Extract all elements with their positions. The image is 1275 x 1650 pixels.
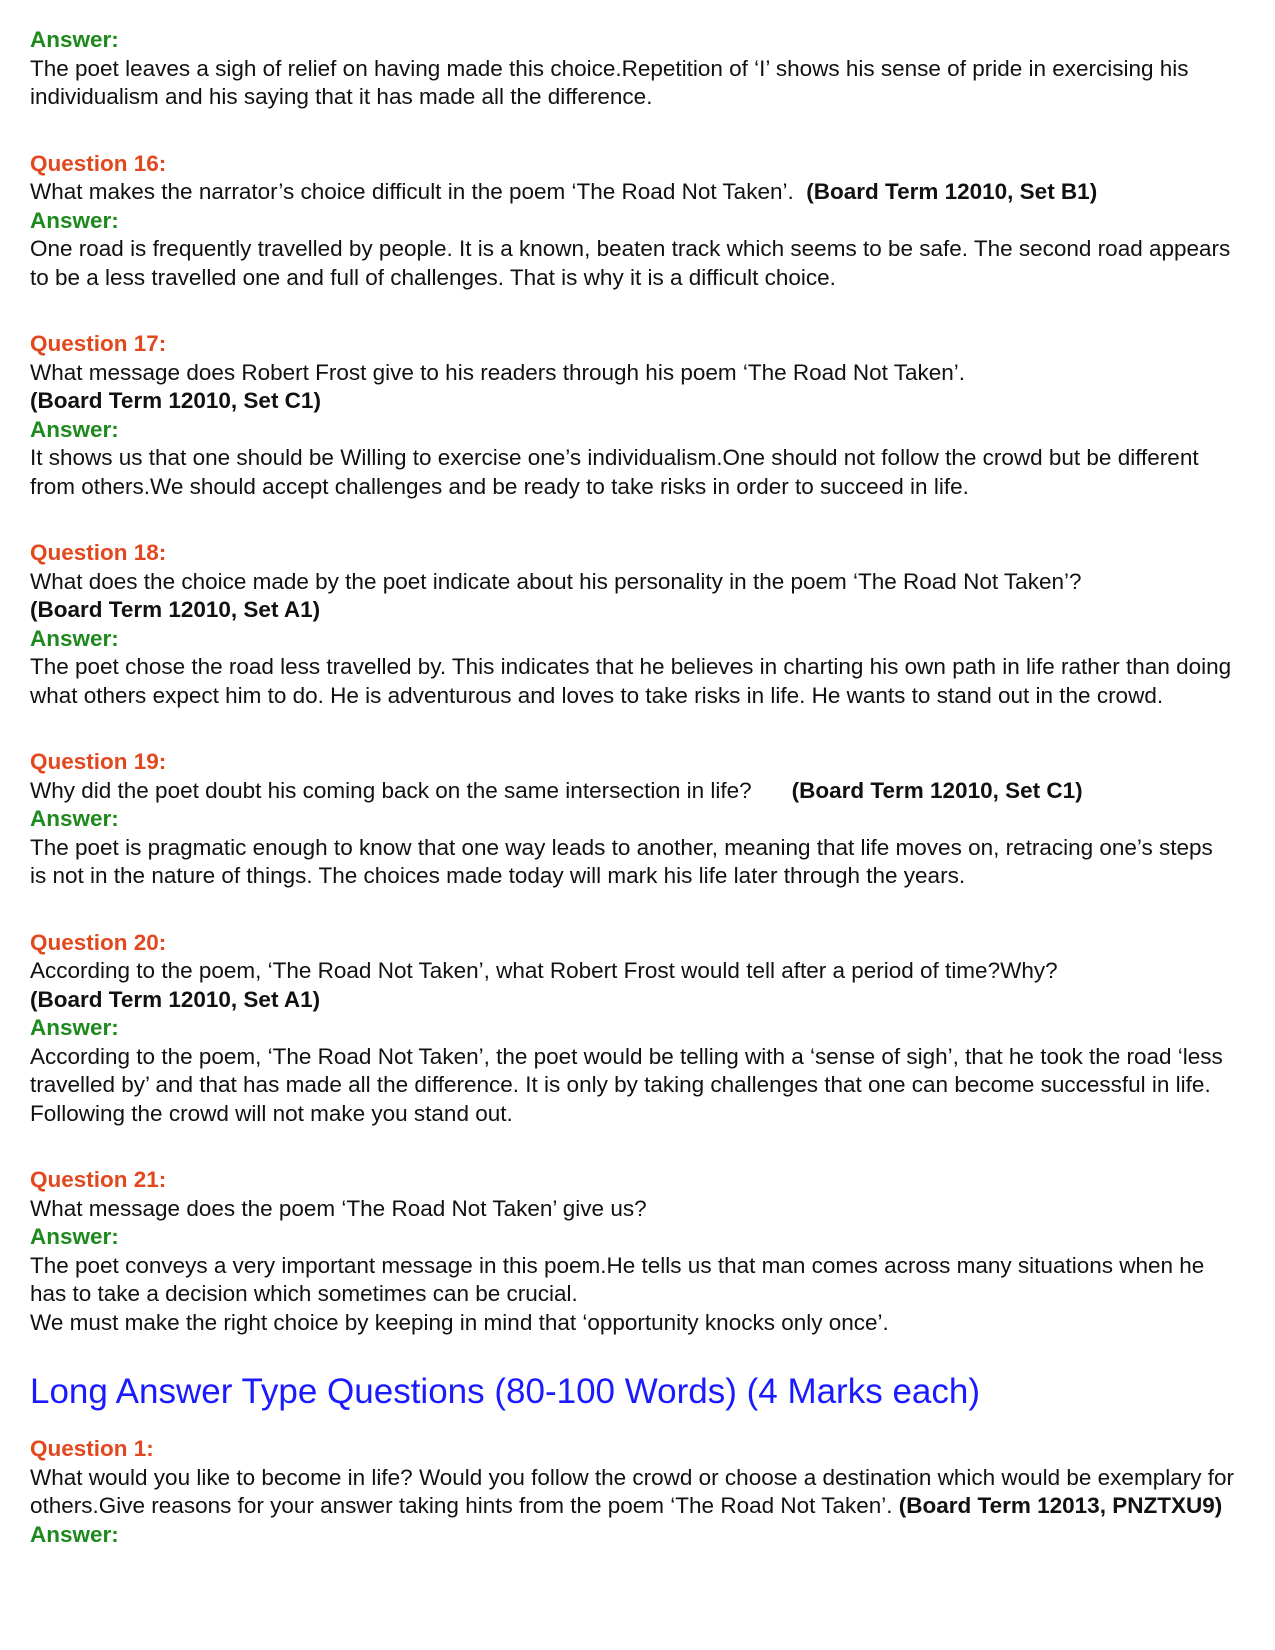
- answer-label: Answer:: [30, 1224, 119, 1249]
- answer-text: The poet conveys a very important message in this poem.He tells us that man comes across many situations when he has to take a decision which sometimes can be crucial.: [30, 1252, 1205, 1306]
- board-reference: (Board Term 12010, Set B1): [806, 179, 1098, 204]
- answer-text: The poet chose the road less travelled by. This indicates that he believes in charting his own path in life rather than doing what others expect him to do. He is adventurous and loves to take risks in life. He wants to stand out in the crowd.: [30, 654, 1232, 708]
- board-reference: (Board Term 12010, Set C1): [791, 777, 1083, 803]
- question-text: What message does the poem ‘The Road Not Taken’ give us?: [30, 1195, 647, 1221]
- answer-text-continued: We must make the right choice by keeping in mind that ‘opportunity knocks only once’.: [30, 1309, 889, 1335]
- answer-label: Answer:: [30, 416, 119, 442]
- question-block-17: [30, 330, 1235, 501]
- answer-text: According to the poem, ‘The Road Not Taken’, the poet would be telling with a ‘sense of sigh’, that he took the road ‘less travelled by’ and that has made all the difference. It is only by taking challenges that one can become successful in life. Following the crowd will not make you stand out.: [30, 1043, 1223, 1126]
- question-block-20: [30, 929, 1235, 1129]
- answer-label: Answer:: [30, 1015, 119, 1040]
- question-text: What does the choice made by the poet indicate about his personality in the poem ‘The Road Not Taken’?: [30, 568, 1082, 594]
- answer-text: The poet is pragmatic enough to know that one way leads to another, meaning that life moves on, retracing one’s steps is not in the nature of things. The choices made today will mark his life later through the years.: [30, 834, 1213, 888]
- answer-label: Answer:: [30, 207, 119, 233]
- question-label: Question 1:: [30, 1436, 154, 1461]
- answer-block-15: [30, 26, 1235, 112]
- answer-text: It shows us that one should be Willing to exercise one’s individualism.One should not follow the crowd but be different from others.We should accept challenges and be ready to take risks in order to succeed in life.: [30, 445, 1199, 499]
- question-label: Question 20:: [30, 929, 167, 955]
- question-text: [30, 178, 1235, 207]
- board-reference: (Board Term 12013, PNZTXU9): [898, 1493, 1223, 1518]
- question-block-21: [30, 1166, 1235, 1337]
- question-block-16: [30, 150, 1235, 293]
- board-reference: (Board Term 12010, Set A1): [30, 597, 321, 622]
- question-label: Question 16:: [30, 150, 167, 176]
- question-text: According to the poem, ‘The Road Not Taken’, what Robert Frost would tell after a period of time?Why?: [30, 958, 1058, 983]
- question-label: Question 19:: [30, 749, 167, 774]
- question-body: Why did the poet doubt his coming back on the same intersection in life?: [30, 777, 752, 803]
- question-block-18: [30, 539, 1235, 710]
- board-reference: (Board Term 12010, Set A1): [30, 986, 321, 1012]
- question-block-19: [30, 748, 1235, 891]
- question-label: Question 18:: [30, 540, 167, 565]
- question-text: [30, 777, 1235, 806]
- answer-label: Answer:: [30, 625, 119, 651]
- section-heading: Long Answer Type Questions (80-100 Words) (4 Marks each): [30, 1372, 980, 1411]
- question-label: Question 17:: [30, 331, 167, 356]
- long-question-block-1: [30, 1435, 1235, 1549]
- question-label: Question 21:: [30, 1167, 167, 1192]
- answer-label: Answer:: [30, 806, 119, 831]
- answer-label: Answer:: [30, 27, 119, 52]
- question-text: What message does Robert Frost give to his readers through his poem ‘The Road Not Taken’.: [30, 359, 966, 385]
- answer-text: The poet leaves a sigh of relief on having made this choice.Repetition of ‘I’ shows his sense of pride in exercising his individualism and his saying that it has made all the difference.: [30, 55, 1189, 109]
- question-text: [30, 1464, 1235, 1521]
- question-body: What makes the narrator’s choice difficult in the poem ‘The Road Not Taken’.: [30, 179, 794, 204]
- answer-label: Answer:: [30, 1521, 119, 1547]
- question-body: What would you like to become in life? Would you follow the crowd or choose a destination which would be exemplary for others.Give reasons for your answer taking hints from the poem ‘The Road Not Taken’.: [30, 1464, 1234, 1518]
- board-reference: (Board Term 12010, Set C1): [30, 388, 321, 413]
- answer-text: One road is frequently travelled by people. It is a known, beaten track which seems to be safe. The second road appears to be a less travelled one and full of challenges. That is why it is a difficult choice.: [30, 236, 1231, 290]
